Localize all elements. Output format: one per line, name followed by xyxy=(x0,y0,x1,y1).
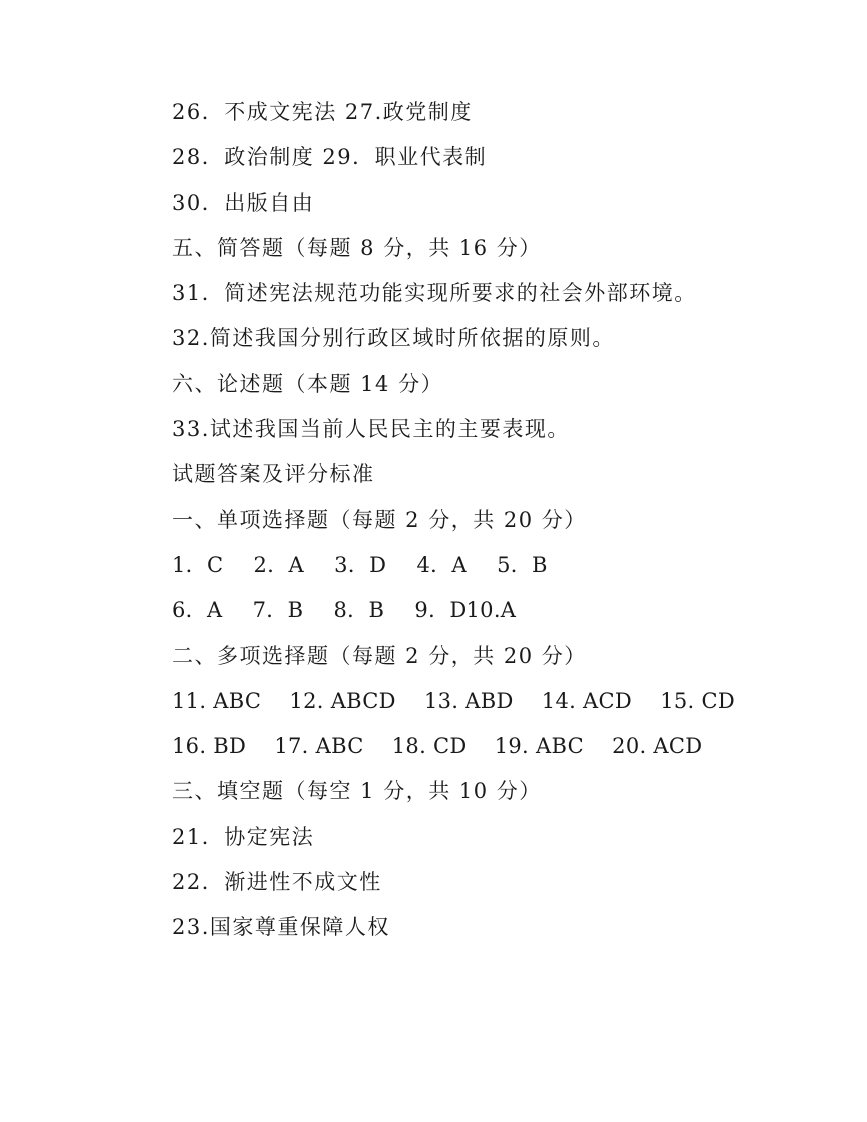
section-heading-essay: 六、论述题（本题 14 分） xyxy=(172,371,444,396)
answer-item: 16. BD xyxy=(172,734,247,759)
answer-28-29: 28．政治制度 29．职业代表制 xyxy=(172,145,488,170)
question-33: 33.试述我国当前人民民主的主要表现。 xyxy=(172,417,570,442)
answer-30: 30．出版自由 xyxy=(172,190,315,215)
answer-23: 23.国家尊重保障人权 xyxy=(172,915,390,940)
answer-item: 18. CD xyxy=(391,734,467,759)
answer-item: 6．A xyxy=(172,598,223,623)
section-heading-single-choice: 一、单项选择题（每题 2 分，共 20 分） xyxy=(172,507,587,532)
answer-item: 7．B xyxy=(252,598,304,623)
answer-item: 19. ABC xyxy=(494,734,584,759)
section-heading-short-answer: 五、简答题（每题 8 分，共 16 分） xyxy=(172,235,542,260)
answer-item: 5．B xyxy=(497,552,548,577)
answer-22: 22．渐进性不成文性 xyxy=(172,870,382,895)
question-31: 31．简述宪法规范功能实现所要求的社会外部环境。 xyxy=(172,281,697,306)
answer-item: 20. ACD xyxy=(612,734,703,759)
answer-item: 2．A xyxy=(253,552,304,577)
answer-item: 17. ABC xyxy=(274,734,364,759)
answer-item: 9．D10.A xyxy=(414,598,517,623)
single-choice-answers-row-1 xyxy=(172,545,812,590)
answer-item: 4．A xyxy=(416,552,467,577)
answer-item: 8．B xyxy=(333,598,385,623)
answer-21: 21．协定宪法 xyxy=(172,824,315,849)
answer-item: 11. ABC xyxy=(172,688,262,713)
multiple-choice-answers-row-1 xyxy=(172,681,812,726)
answer-item: 15. CD xyxy=(660,688,735,713)
single-choice-answers-row-2 xyxy=(172,590,812,635)
answer-26-27: 26．不成文宪法 27.政党制度 xyxy=(172,100,473,124)
answer-item: 3．D xyxy=(334,552,387,577)
question-32: 32.简述我国分别行政区域时所依据的原则。 xyxy=(172,326,615,351)
section-heading-fill-in-blank: 三、填空题（每空 1 分，共 10 分） xyxy=(172,779,542,804)
answer-item: 12. ABCD xyxy=(289,688,396,713)
answer-item: 13. ABD xyxy=(423,688,514,713)
section-heading-multiple-choice: 二、多项选择题（每题 2 分，共 20 分） xyxy=(172,643,587,668)
multiple-choice-answers-row-2 xyxy=(172,726,812,771)
answer-item: 14. ACD xyxy=(541,688,633,713)
document-page xyxy=(172,92,812,953)
answers-title: 试题答案及评分标准 xyxy=(172,462,375,487)
answer-item: 1．C xyxy=(172,552,224,577)
